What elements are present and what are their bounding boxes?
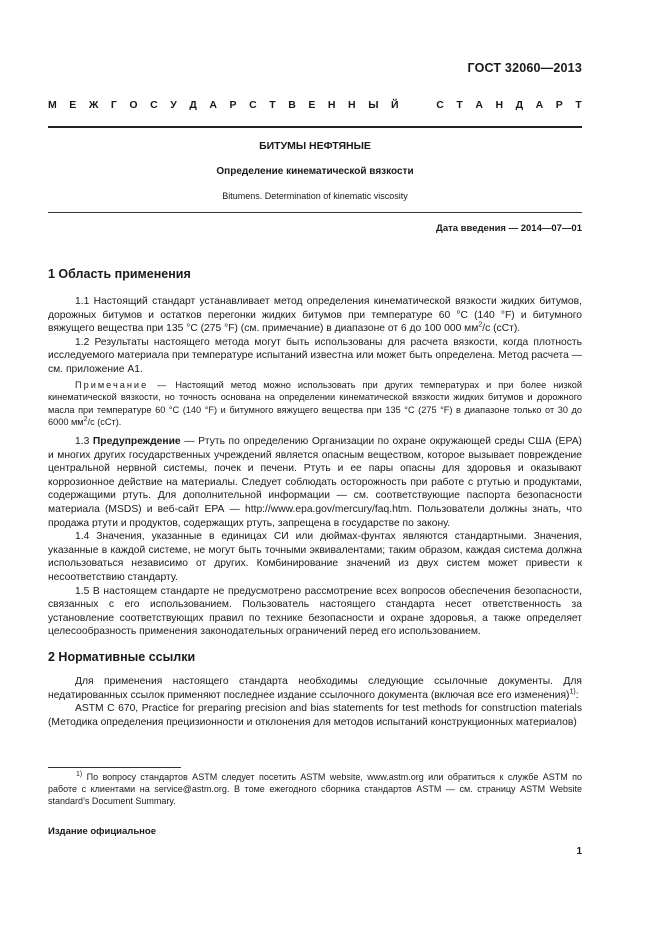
footnote-divider bbox=[48, 767, 181, 768]
banner-letter: Т bbox=[456, 99, 463, 111]
banner-letter: Д bbox=[515, 99, 524, 111]
banner-letter: Г bbox=[110, 99, 117, 111]
banner-letter: Т bbox=[575, 99, 582, 111]
paragraph-1-5: 1.5 В настоящем стандарте не предусмотрено рассмотрение всех вопросов обеспечения безопасности, связанных с его использованием. Пользователь настоящего стандарта несет ответственность за установление соответствующих правил по технике безопасности и охране здоровья, а также определяет целесообразность применения законодательных ограничений перед его использованием. bbox=[48, 585, 582, 638]
banner-letter: С bbox=[150, 99, 158, 111]
section-2-body bbox=[48, 675, 582, 729]
paragraph-2-intro: Для применения настоящего стандарта необходимы следующие ссылочные документы. Для недатированных ссылок применяют последнее издание ссылочного документа (включая все его изменения)$^{1)}$: bbox=[48, 676, 582, 701]
document-title: БИТУМЫ НЕФТЯНЫЕ bbox=[259, 140, 371, 152]
banner-letter: Й bbox=[391, 99, 399, 111]
gost-number: ГОСТ 32060—2013 bbox=[467, 61, 582, 75]
banner-letter: Ж bbox=[88, 99, 99, 111]
header-divider bbox=[48, 126, 582, 128]
banner-letter: М bbox=[48, 99, 57, 111]
note-label: Примечание — bbox=[75, 380, 169, 390]
introduction-date: Дата введения — 2014—07—01 bbox=[436, 223, 582, 234]
footnote-marker: 1) bbox=[76, 771, 83, 778]
banner-letter: Н bbox=[348, 99, 356, 111]
paragraph-1-4: 1.4 Значения, указанные в единицах СИ или дюймах-фунтах являются стандартными. Значения, указанные в каждой системе, не могут быть точными эквивалентами; таким образом, каждая система должна использоваться независимо от других. Комбинирование значений из двух систем может привести к несоответствию стандарту. bbox=[48, 531, 582, 583]
section-1-body bbox=[48, 295, 582, 377]
section-2 bbox=[48, 651, 582, 665]
banner-letter: Н bbox=[327, 99, 336, 111]
banner-letter: Е bbox=[69, 99, 77, 111]
reference-astm-c670: ASTM C 670, Practice for preparing precision and bias statements for test methods for construction materials (Методика определения прецизионности и отклонения для методов испытаний конструкционных материалов) bbox=[48, 703, 582, 728]
page-number: 1 bbox=[576, 846, 582, 857]
footnote-ref: 1) bbox=[569, 688, 576, 696]
banner-letter: Ы bbox=[368, 99, 379, 111]
banner-letter: А bbox=[475, 99, 483, 111]
banner-letter: С bbox=[436, 99, 444, 111]
banner-letter: В bbox=[288, 99, 296, 111]
footnote: $^{1)}$ По вопросу стандартов ASTM следует посетить ASTM website, www.astm.org или обратиться к службе ASTM по работе с клиентами на service@astm.org. В томе ежегодного сборника стандартов ASTM — см. страницу ASTM Website standard’s Document Summary. bbox=[48, 771, 582, 806]
note-block bbox=[48, 379, 582, 429]
paragraph-1-1: 1.1 Настоящий стандарт устанавливает метод определения кинематической вязкости жидких битумов, дорожных битумов и остатков перегонки жидких битумов при температуре 60 °С (140 °F) и битумного вяжущего вещества при 135 °С (275 °F) (см. примечание) в диапазоне от 6 до 100 000 $мм^2/с$ (сСт). bbox=[48, 296, 582, 335]
document-english-title: Bitumens. Determination of kinematic viscosity bbox=[222, 191, 408, 201]
banner-letter: У bbox=[170, 99, 177, 111]
section-1-body-2 bbox=[48, 435, 582, 639]
title-divider bbox=[48, 212, 582, 213]
banner-letter: Р bbox=[555, 99, 563, 111]
banner-letter: А bbox=[535, 99, 544, 111]
section-1-heading: 1 Область применения bbox=[48, 267, 191, 281]
banner-letter: Д bbox=[189, 99, 197, 111]
banner-letter: О bbox=[129, 99, 138, 111]
section-2-heading: 2 Нормативные ссылки bbox=[48, 650, 196, 664]
banner-letter: А bbox=[209, 99, 217, 111]
section-1 bbox=[48, 268, 582, 282]
interstate-standard-banner bbox=[48, 99, 582, 111]
banner-letter: Т bbox=[269, 99, 276, 111]
banner-letter: Е bbox=[308, 99, 316, 111]
warning-label: Предупреждение bbox=[92, 436, 181, 447]
paragraph-1-2: 1.2 Результаты настоящего метода могут быть использованы для расчета вязкости, когда плотность исследуемого материала при температуре испытаний известна или может быть определена. Метод расчета — см. приложение А1. bbox=[48, 336, 582, 375]
banner-letter: С bbox=[249, 99, 257, 111]
paragraph-1-3: 1.3 Предупреждение — Ртуть по определению Организации по охране окружающей среды США (ЕРА) и многих других государственных учреждений является опасным веществом, которое вызывает повреждение центральной нервной системы, почек и печени. Ртуть и ее пары опасны для здоровья и оказывают коррозионное действие на материалы. Следует соблюдать осторожность при работе с ртутью и продуктами, содержащими ртуть. Для дополнительной информации — см. соответствующие паспорта безопасности материала (MSDS) и веб-сайт ЕРА — http://www.epa.gov/mercury/faq.htm. Пользователи должны знать, что продажа ртути и продуктов, содержащих ртуть, запрещена в государстве по закону. bbox=[48, 436, 582, 529]
note-paragraph: Примечание — Настоящий метод можно использовать при других температурах и при более низкой кинематической вязкости, но точность основана на определении кинематической вязкости жидких битумов и дорожного масла при температуре 60 °С (140 °F) и битумного вяжущего вещества при 135 °С (275 °F) в диапазоне только от 30 до 6000 $мм^2/с$ (сСт). bbox=[48, 380, 582, 428]
banner-letter: Р bbox=[229, 99, 237, 111]
banner-letter: Н bbox=[495, 99, 504, 111]
document-subtitle: Определение кинематической вязкости bbox=[216, 166, 414, 177]
edition-label: Издание официальное bbox=[48, 826, 156, 837]
